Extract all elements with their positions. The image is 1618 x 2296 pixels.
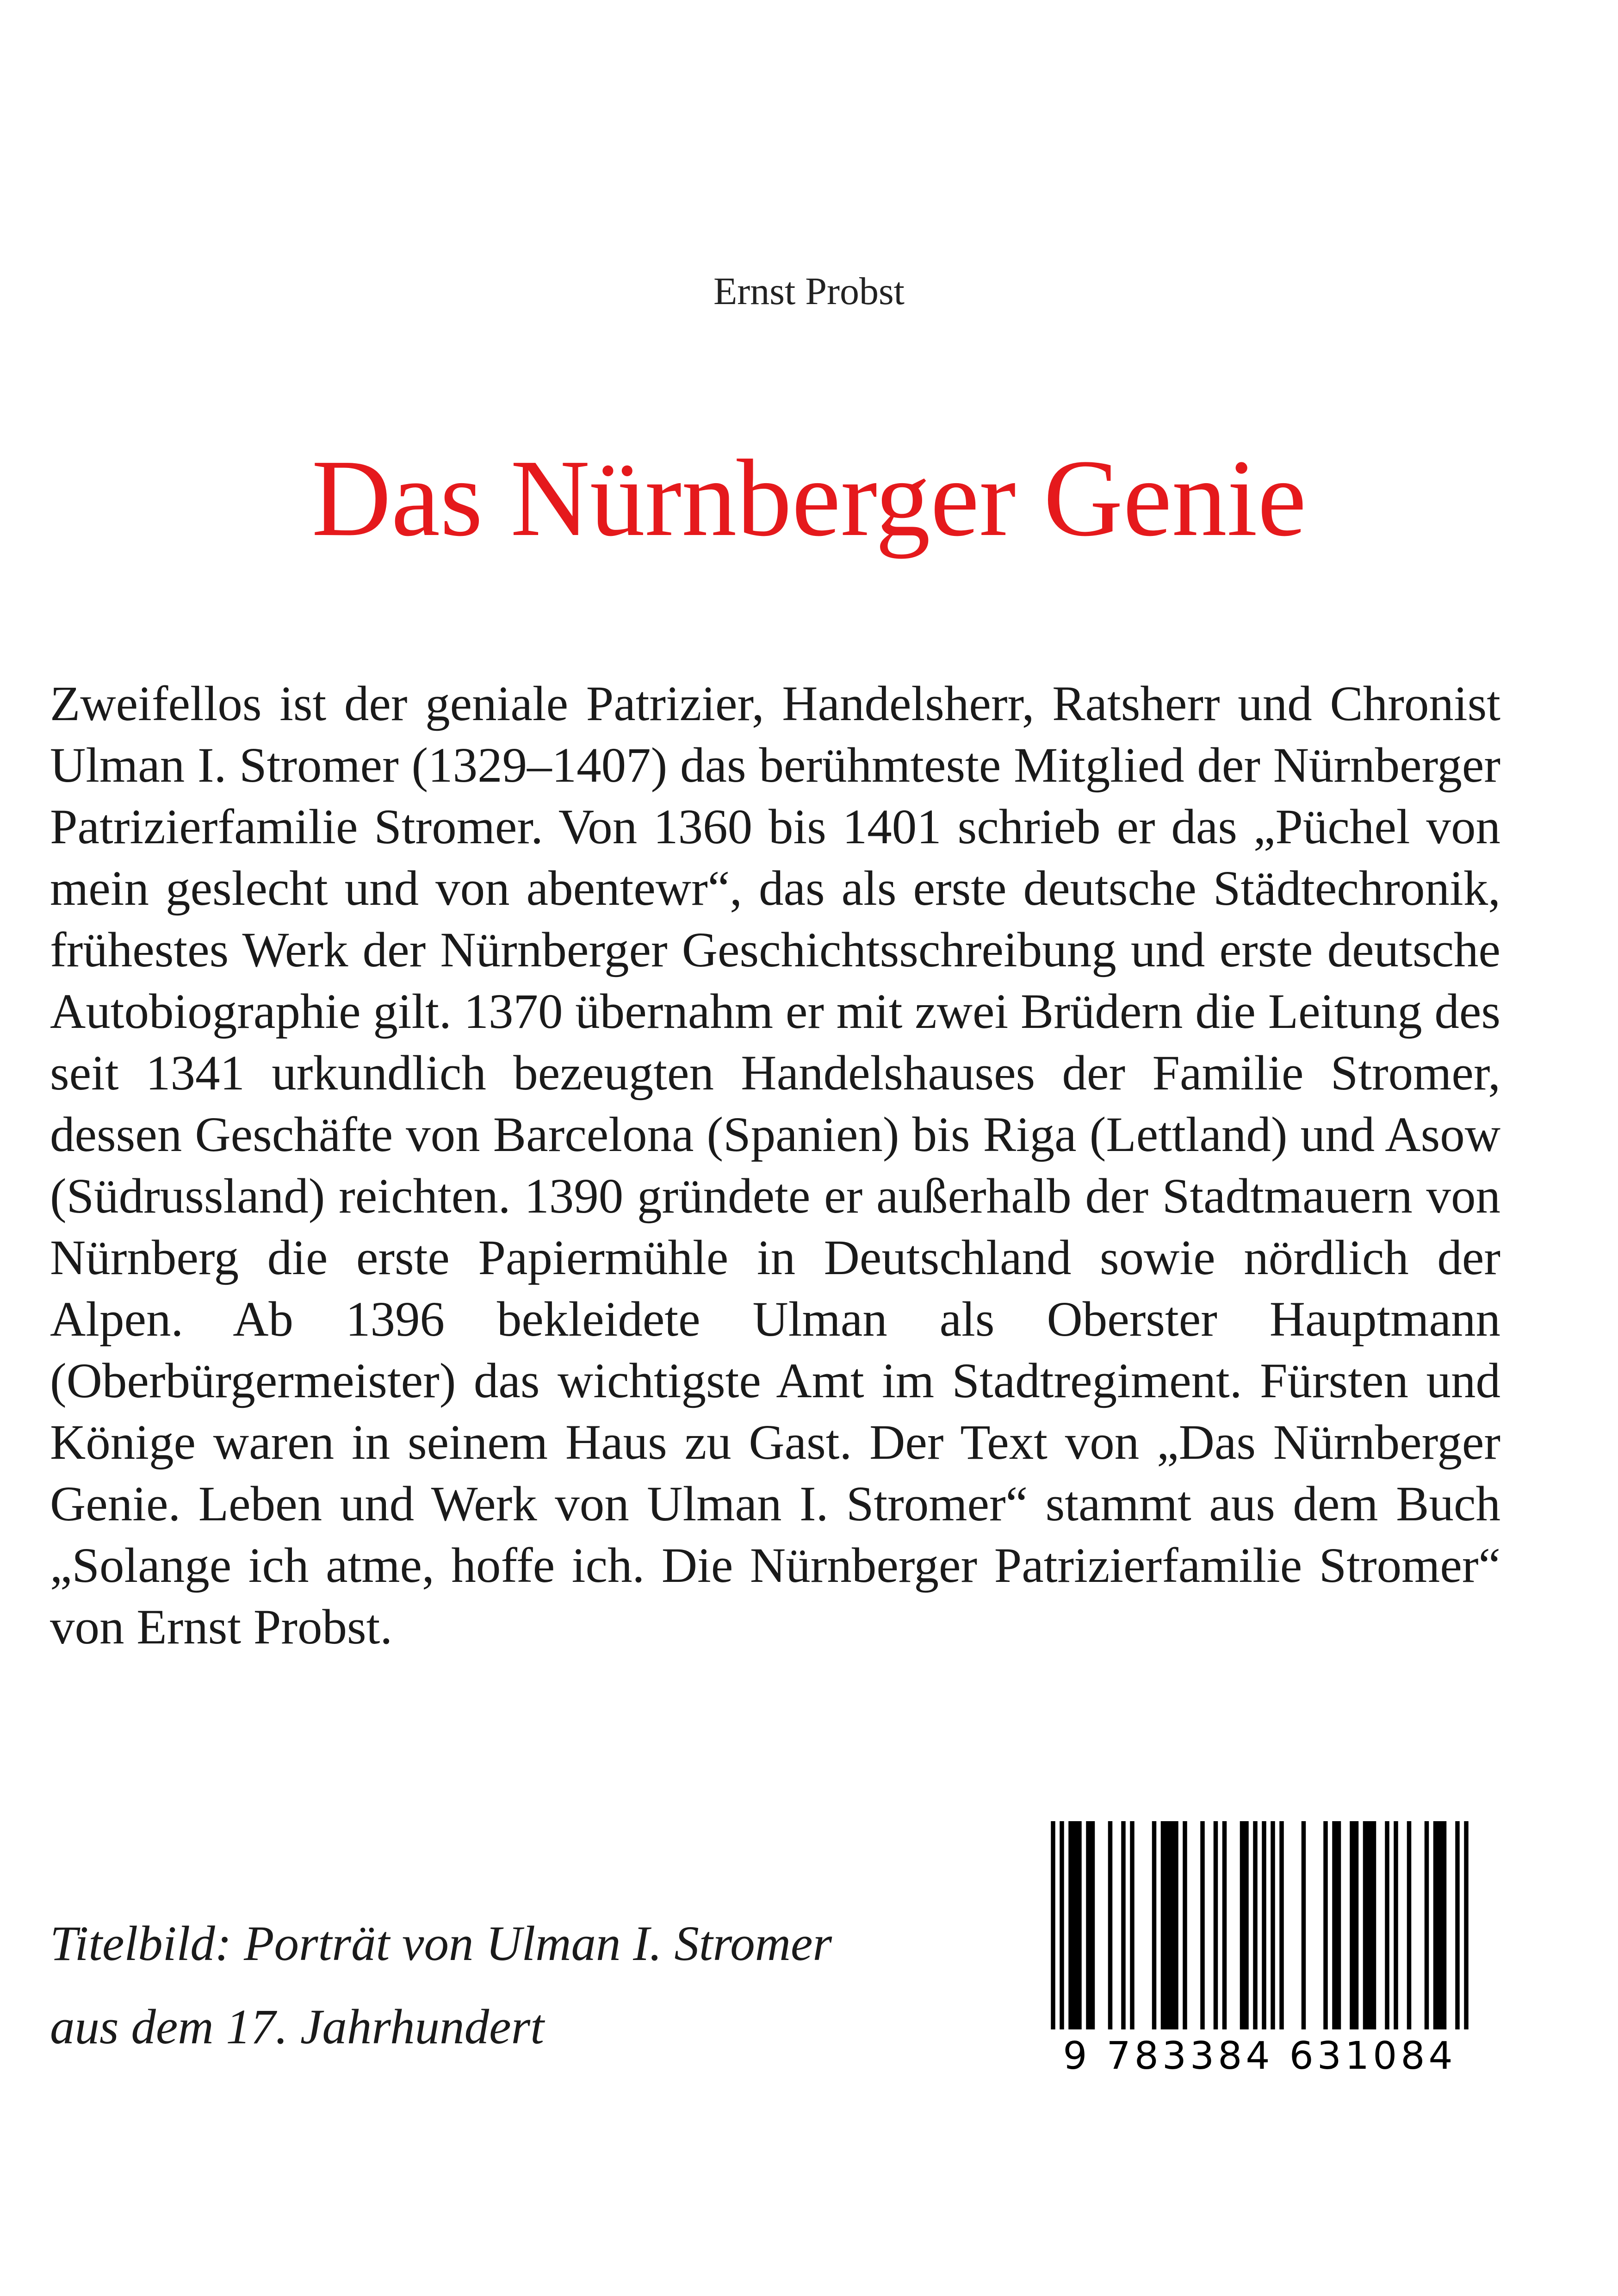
- barcode-bar: [1086, 1821, 1095, 2029]
- barcode-bar: [1407, 1821, 1412, 2029]
- barcode-bar: [1152, 1821, 1157, 2029]
- barcode-bar: [1464, 1821, 1469, 2029]
- cover-image-caption: [50, 1902, 975, 2069]
- barcode-bar: [1200, 1821, 1205, 2029]
- barcode-bar: [1302, 1821, 1306, 2029]
- barcode-bar: [1262, 1821, 1266, 2029]
- barcode-bar: [1130, 1821, 1134, 2029]
- barcode-bar: [1394, 1821, 1398, 2029]
- barcode-bar: [1060, 1821, 1064, 2029]
- barcode-bar: [1279, 1821, 1284, 2029]
- barcode-bar: [1332, 1821, 1341, 2029]
- barcode-bar: [1214, 1821, 1218, 2029]
- book-blurb: Zweifellos ist der geniale Patrizier, Handelsherr, Ratsherr und Chronist Ulman I. Stromer (1329–1407) das berühmteste Mitglied der Nürnberger Patrizierfamilie Stromer. Von 1360 bis 1401 schrieb er das „Püchel von mein geslecht und von abentewr“, das als erste deutsche Städtechronik, frühestes Werk der Nürnberger Geschichtsschreibung und erste deutsche Autobiographie gilt. 1370 übernahm er mit zwei Brüdern die Leitung des seit 1341 urkundlich bezeugten Handelshauses der Familie Stromer, dessen Geschäfte von Barcelona (Spanien) bis Riga (Lettland) und Asow (Südrussland) reichten. 1390 gründete er außerhalb der Stadtmauern von Nürnberg die erste Papiermühle in Deutschland sowie nördlich der Alpen. Ab 1396 bekleidete Ulman als Oberster Hauptmann (Oberbürgermeister) das wichtigste Amt im Stadtregiment. Fürsten und Könige waren in seinem Haus zu Gast. Der Text von „Das Nürnberger Genie. Leben und Werk von Ulman I. Stromer“ stammt aus dem Buch „Solange ich atme, hoffe ich. Die Nürnberger Patrizierfamilie Stromer“ von Ernst Probst.: [50, 677, 1500, 1655]
- caption-line-1: Titelbild: Porträt von Ulman I. Stromer: [50, 1916, 832, 1971]
- barcode-bar: [1121, 1821, 1126, 2029]
- barcode-bar: [1455, 1821, 1460, 2029]
- author-name: Ernst Probst: [713, 270, 905, 313]
- barcode-bar: [1385, 1821, 1389, 2029]
- barcode-bar: [1222, 1821, 1227, 2029]
- caption-line-2: aus dem 17. Jahrhundert: [50, 2000, 544, 2054]
- isbn-number: 9 783384 631084: [1063, 2034, 1457, 2078]
- barcode-bar: [1253, 1821, 1258, 2029]
- barcode-bar: [1323, 1821, 1328, 2029]
- barcode-bar: [1068, 1821, 1082, 2029]
- barcode-bar: [1051, 1821, 1055, 2029]
- barcode-bar: [1240, 1821, 1249, 2029]
- barcode-bar: [1350, 1821, 1358, 2029]
- barcode-bar: [1363, 1821, 1376, 2029]
- barcode-bars: [1048, 1821, 1471, 2029]
- barcode-bar: [1425, 1821, 1429, 2029]
- barcode-bar: [1108, 1821, 1113, 2029]
- barcode-bar: [1161, 1821, 1178, 2029]
- book-title: Das Nürnberger Genie: [311, 437, 1307, 559]
- isbn-barcode: [1048, 1821, 1471, 2029]
- barcode-bar: [1433, 1821, 1447, 2029]
- barcode-bar: [1183, 1821, 1187, 2029]
- barcode-bar: [1271, 1821, 1275, 2029]
